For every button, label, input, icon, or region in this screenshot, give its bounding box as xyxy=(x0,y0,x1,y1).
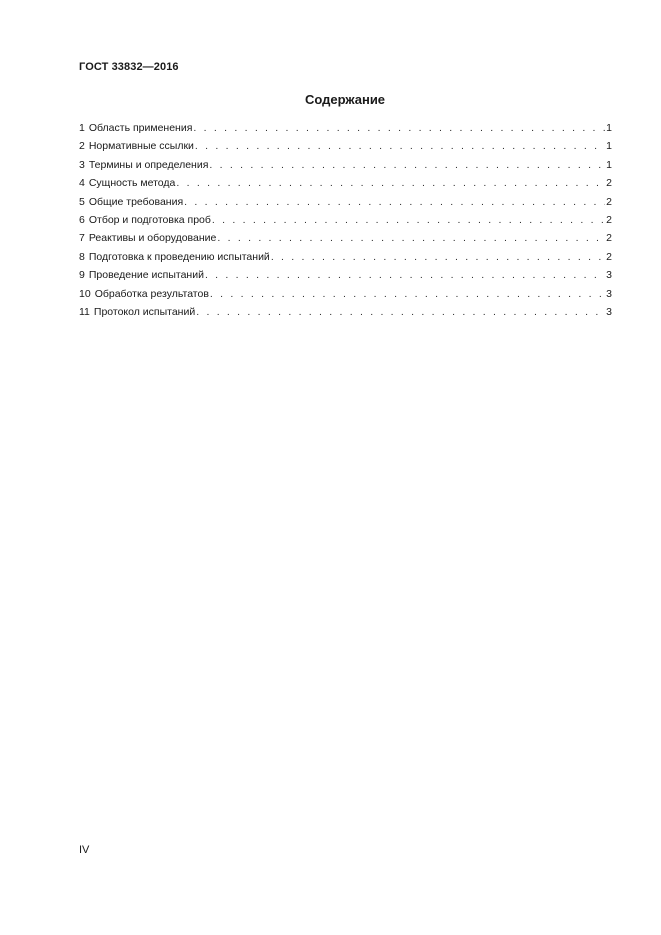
toc-entry-terms[interactable] xyxy=(79,159,612,177)
toc-entry-page: 3 xyxy=(606,305,612,318)
toc-entry-text: Подготовка к проведению испытаний xyxy=(88,250,270,263)
toc-entry-page: 2 xyxy=(606,213,612,226)
toc-entry-text: Проведение испытаний xyxy=(88,269,204,282)
toc-entry-text: Общие требования xyxy=(88,195,184,208)
toc-entry-normative-references[interactable] xyxy=(79,140,612,158)
toc-entry-label xyxy=(79,122,192,134)
page-number: IV xyxy=(79,844,90,856)
toc-leader-dots xyxy=(210,288,605,300)
toc-entry-number: 7 xyxy=(79,232,85,245)
toc-entry-page: 1 xyxy=(606,158,612,171)
toc-entry-text: Область применения xyxy=(88,122,193,134)
toc-entry-results-processing[interactable] xyxy=(79,288,612,306)
toc-entry-label xyxy=(79,232,216,244)
toc-entry-number: 3 xyxy=(79,158,85,171)
toc-entry-label xyxy=(79,214,211,226)
toc-entry-general-requirements[interactable] xyxy=(79,196,612,214)
toc-entry-test-preparation[interactable] xyxy=(79,251,612,269)
toc-entry-label xyxy=(79,196,183,208)
toc-entry-number: 9 xyxy=(79,269,85,282)
toc-entry-reagents[interactable] xyxy=(79,232,612,250)
toc-entry-text: Реактивы и оборудование xyxy=(88,232,217,245)
toc-entry-number: 1 xyxy=(79,122,85,134)
toc-entry-label xyxy=(79,140,194,152)
toc-entry-page: 1 xyxy=(606,122,612,134)
toc-entry-scope[interactable] xyxy=(79,122,612,140)
toc-entry-page: 2 xyxy=(606,232,612,245)
page-title: Содержание xyxy=(304,92,386,107)
toc-entry-method-essence[interactable] xyxy=(79,177,612,195)
toc-leader-dots xyxy=(271,251,605,263)
toc-entry-page: 2 xyxy=(606,250,612,263)
toc-entry-text: Нормативные ссылки xyxy=(88,140,194,153)
toc-entry-text: Термины и определения xyxy=(88,158,209,171)
toc-leader-dots xyxy=(205,269,605,281)
toc-entry-number: 10 xyxy=(79,287,91,300)
toc-leader-dots xyxy=(195,140,605,152)
toc-entry-page: 3 xyxy=(606,287,612,300)
toc-entry-label xyxy=(79,251,270,263)
toc-entry-sampling[interactable] xyxy=(79,214,612,232)
toc-entry-text: Обработка результатов xyxy=(94,287,209,300)
document-header: ГОСТ 33832—2016 xyxy=(79,61,179,73)
toc-entry-page: 3 xyxy=(606,269,612,282)
toc-entry-page: 1 xyxy=(606,140,612,153)
toc-leader-dots xyxy=(212,214,605,226)
toc-entry-text: Сущность метода xyxy=(88,177,176,190)
toc-entry-test-report[interactable] xyxy=(79,306,612,324)
toc-entry-number: 5 xyxy=(79,195,85,208)
toc-leader-dots xyxy=(196,306,605,318)
toc-entry-testing[interactable] xyxy=(79,269,612,287)
toc-entry-text: Протокол испытаний xyxy=(93,305,196,318)
toc-leader-dots xyxy=(217,232,605,244)
toc-leader-dots xyxy=(176,177,605,189)
table-of-contents xyxy=(79,122,612,324)
toc-entry-label xyxy=(79,159,208,171)
toc-entry-page: 2 xyxy=(606,195,612,208)
toc-entry-label xyxy=(79,177,175,189)
toc-leader-dots xyxy=(184,196,605,208)
toc-entry-number: 4 xyxy=(79,177,85,190)
toc-entry-number: 11 xyxy=(79,305,90,318)
toc-entry-label xyxy=(79,269,204,281)
toc-entry-text: Отбор и подготовка проб xyxy=(88,213,211,226)
toc-entry-label xyxy=(79,306,195,318)
toc-leader-dots xyxy=(209,159,605,171)
toc-entry-number: 6 xyxy=(79,213,85,226)
toc-entry-number: 2 xyxy=(79,140,85,153)
toc-entry-number: 8 xyxy=(79,250,85,263)
toc-entry-label xyxy=(79,288,209,300)
toc-entry-page: 2 xyxy=(606,177,612,190)
toc-leader-dots xyxy=(193,122,605,134)
